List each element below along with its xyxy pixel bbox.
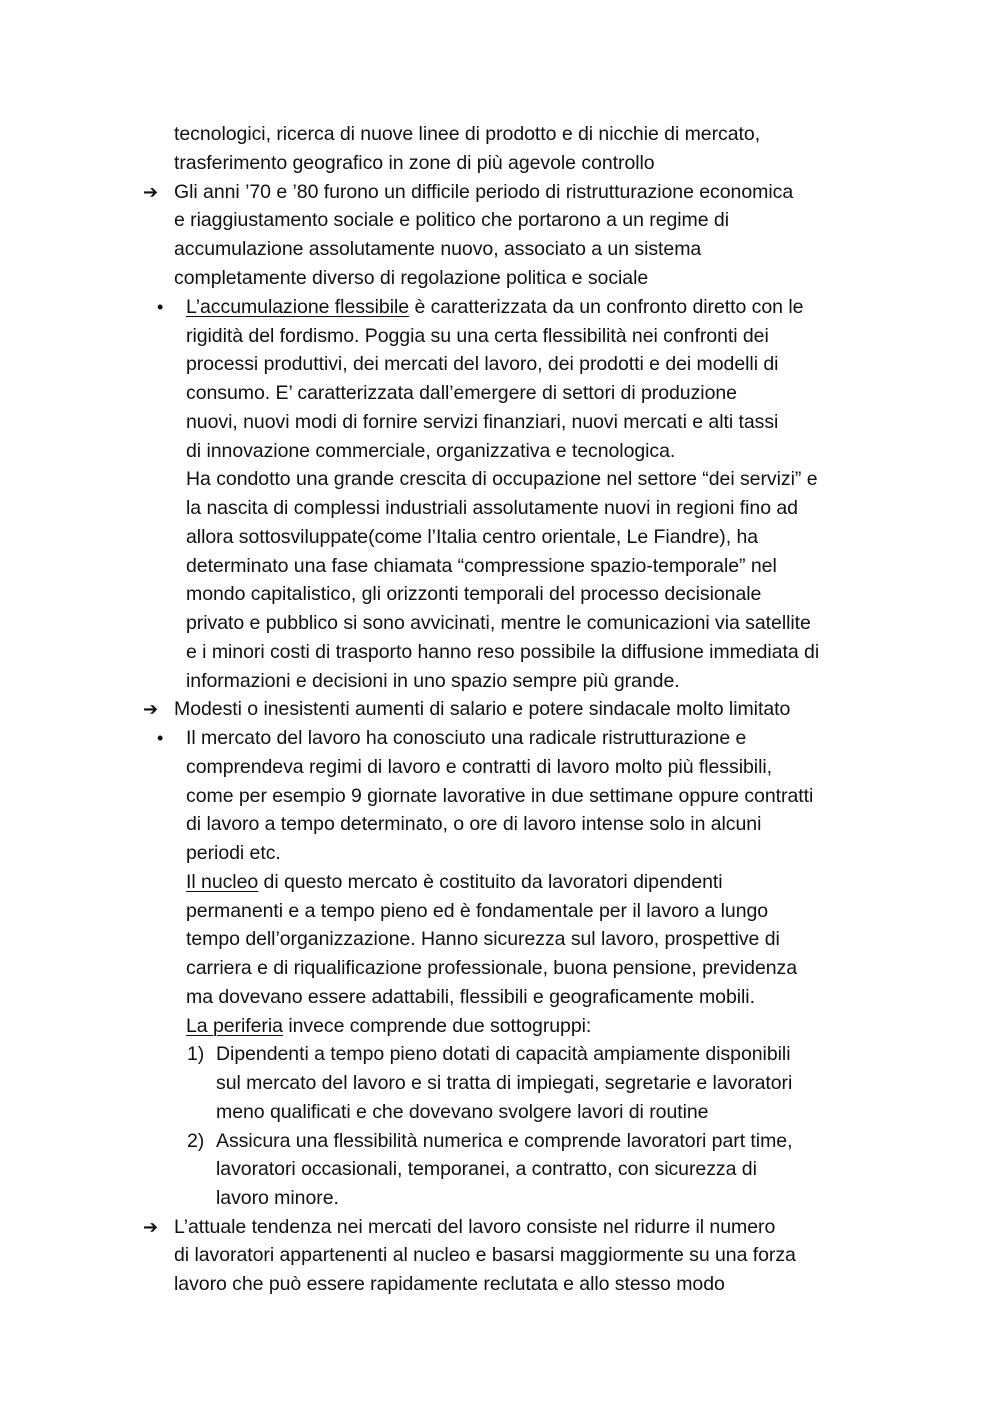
paragraph-line: lavoro minore. [216, 1187, 339, 1209]
paragraph-line: come per esempio 9 giornate lavorative in due settimane oppure contratti [186, 785, 814, 807]
line-text: di questo mercato è costituito da lavoratori dipendenti [258, 871, 723, 893]
paragraph-line: lavoro che può essere rapidamente reclutata e allo stesso modo [174, 1273, 725, 1295]
bullet-dot-icon: • [157, 728, 164, 748]
paragraph-line: la nascita di complessi industriali assolutamente nuovi in regioni fino ad [186, 497, 798, 519]
paragraph-line: determinato una fase chiamata “compressione spazio-temporale” nel [186, 555, 777, 577]
paragraph-line: L’attuale tendenza nei mercati del lavoro consiste nel ridurre il numero [174, 1216, 776, 1238]
paragraph-line: trasferimento geografico in zone di più agevole controllo [174, 152, 655, 174]
arrow-bullet-icon: ➔ [143, 699, 159, 719]
paragraph-line: informazioni e decisioni in uno spazio sempre più grande. [186, 670, 680, 692]
paragraph-line: completamente diverso di regolazione politica e sociale [174, 267, 649, 289]
list-number: 1) [187, 1043, 205, 1065]
line-text: invece comprende due sottogruppi: [282, 1015, 592, 1037]
paragraph-line: rigidità del fordismo. Poggia su una certa flessibilità nei confronti dei [186, 325, 769, 347]
paragraph-line: nuovi, nuovi modi di fornire servizi finanziari, nuovi mercati e alti tassi [186, 411, 779, 433]
paragraph-line [186, 868, 723, 897]
paragraph-line: ma dovevano essere adattabili, flessibili e geograficamente mobili. [186, 986, 755, 1008]
paragraph-line: mondo capitalistico, gli orizzonti temporali del processo decisionale [186, 583, 762, 605]
underlined-term: Il nucleo [186, 871, 259, 893]
paragraph-line [186, 293, 803, 322]
paragraph-line: Ha condotto una grande crescita di occupazione nel settore “dei servizi” e [186, 468, 818, 490]
paragraph-line: tempo dell’organizzazione. Hanno sicurezza sul lavoro, prospettive di [186, 928, 780, 950]
paragraph-line: tecnologici, ricerca di nuove linee di prodotto e di nicchie di mercato, [174, 123, 761, 145]
paragraph-line: di lavoro a tempo determinato, o ore di lavoro intense solo in alcuni [186, 813, 762, 835]
paragraph-line: sul mercato del lavoro e si tratta di impiegati, segretarie e lavoratori [216, 1072, 793, 1094]
paragraph-line: processi produttivi, dei mercati del lavoro, dei prodotti e dei modelli di [186, 353, 779, 375]
paragraph-line: Assicura una flessibilità numerica e comprende lavoratori part time, [216, 1130, 793, 1152]
paragraph-line: e riaggiustamento sociale e politico che portarono a un regime di [174, 209, 729, 231]
paragraph-line: Modesti o inesistenti aumenti di salario e potere sindacale molto limitato [174, 698, 791, 720]
paragraph-line: di lavoratori appartenenti al nucleo e basarsi maggiormente su una forza [174, 1244, 796, 1266]
paragraph-line: carriera e di riqualificazione professionale, buona pensione, previdenza [186, 957, 798, 979]
paragraph-line: lavoratori occasionali, temporanei, a contratto, con sicurezza di [216, 1158, 757, 1180]
underlined-term: L’accumulazione flessibile [186, 296, 410, 318]
paragraph-line: comprendeva regimi di lavoro e contratti di lavoro molto più flessibili, [186, 756, 772, 778]
paragraph-line: accumulazione assolutamente nuovo, associato a un sistema [174, 238, 702, 260]
paragraph-line: Dipendenti a tempo pieno dotati di capacità ampiamente disponibili [216, 1043, 791, 1065]
paragraph-line: permanenti e a tempo pieno ed è fondamentale per il lavoro a lungo [186, 900, 769, 922]
paragraph-line: periodi etc. [186, 842, 281, 864]
paragraph-line: Il mercato del lavoro ha conosciuto una radicale ristrutturazione e [186, 727, 747, 749]
list-number: 2) [187, 1130, 205, 1152]
paragraph-line: allora sottosviluppate(come l’Italia centro orientale, Le Fiandre), ha [186, 526, 759, 548]
paragraph-line: privato e pubblico si sono avvicinati, mentre le comunicazioni via satellite [186, 612, 811, 634]
paragraph-line: consumo. E’ caratterizzata dall’emergere di settori di produzione [186, 382, 737, 404]
bullet-dot-icon: • [157, 297, 164, 317]
paragraph-line: di innovazione commerciale, organizzativa e tecnologica. [186, 440, 676, 462]
underlined-term: La periferia [186, 1015, 283, 1037]
arrow-bullet-icon: ➔ [143, 1217, 159, 1237]
paragraph-line [186, 1012, 591, 1041]
paragraph-line: e i minori costi di trasporto hanno reso possibile la diffusione immediata di [186, 641, 820, 663]
paragraph-line: Gli anni ’70 e ’80 furono un difficile periodo di ristrutturazione economica [174, 181, 794, 203]
paragraph-line: meno qualificati e che dovevano svolgere lavori di routine [216, 1101, 709, 1123]
line-text: è caratterizzata da un confronto diretto con le [409, 296, 804, 318]
arrow-bullet-icon: ➔ [143, 182, 159, 202]
